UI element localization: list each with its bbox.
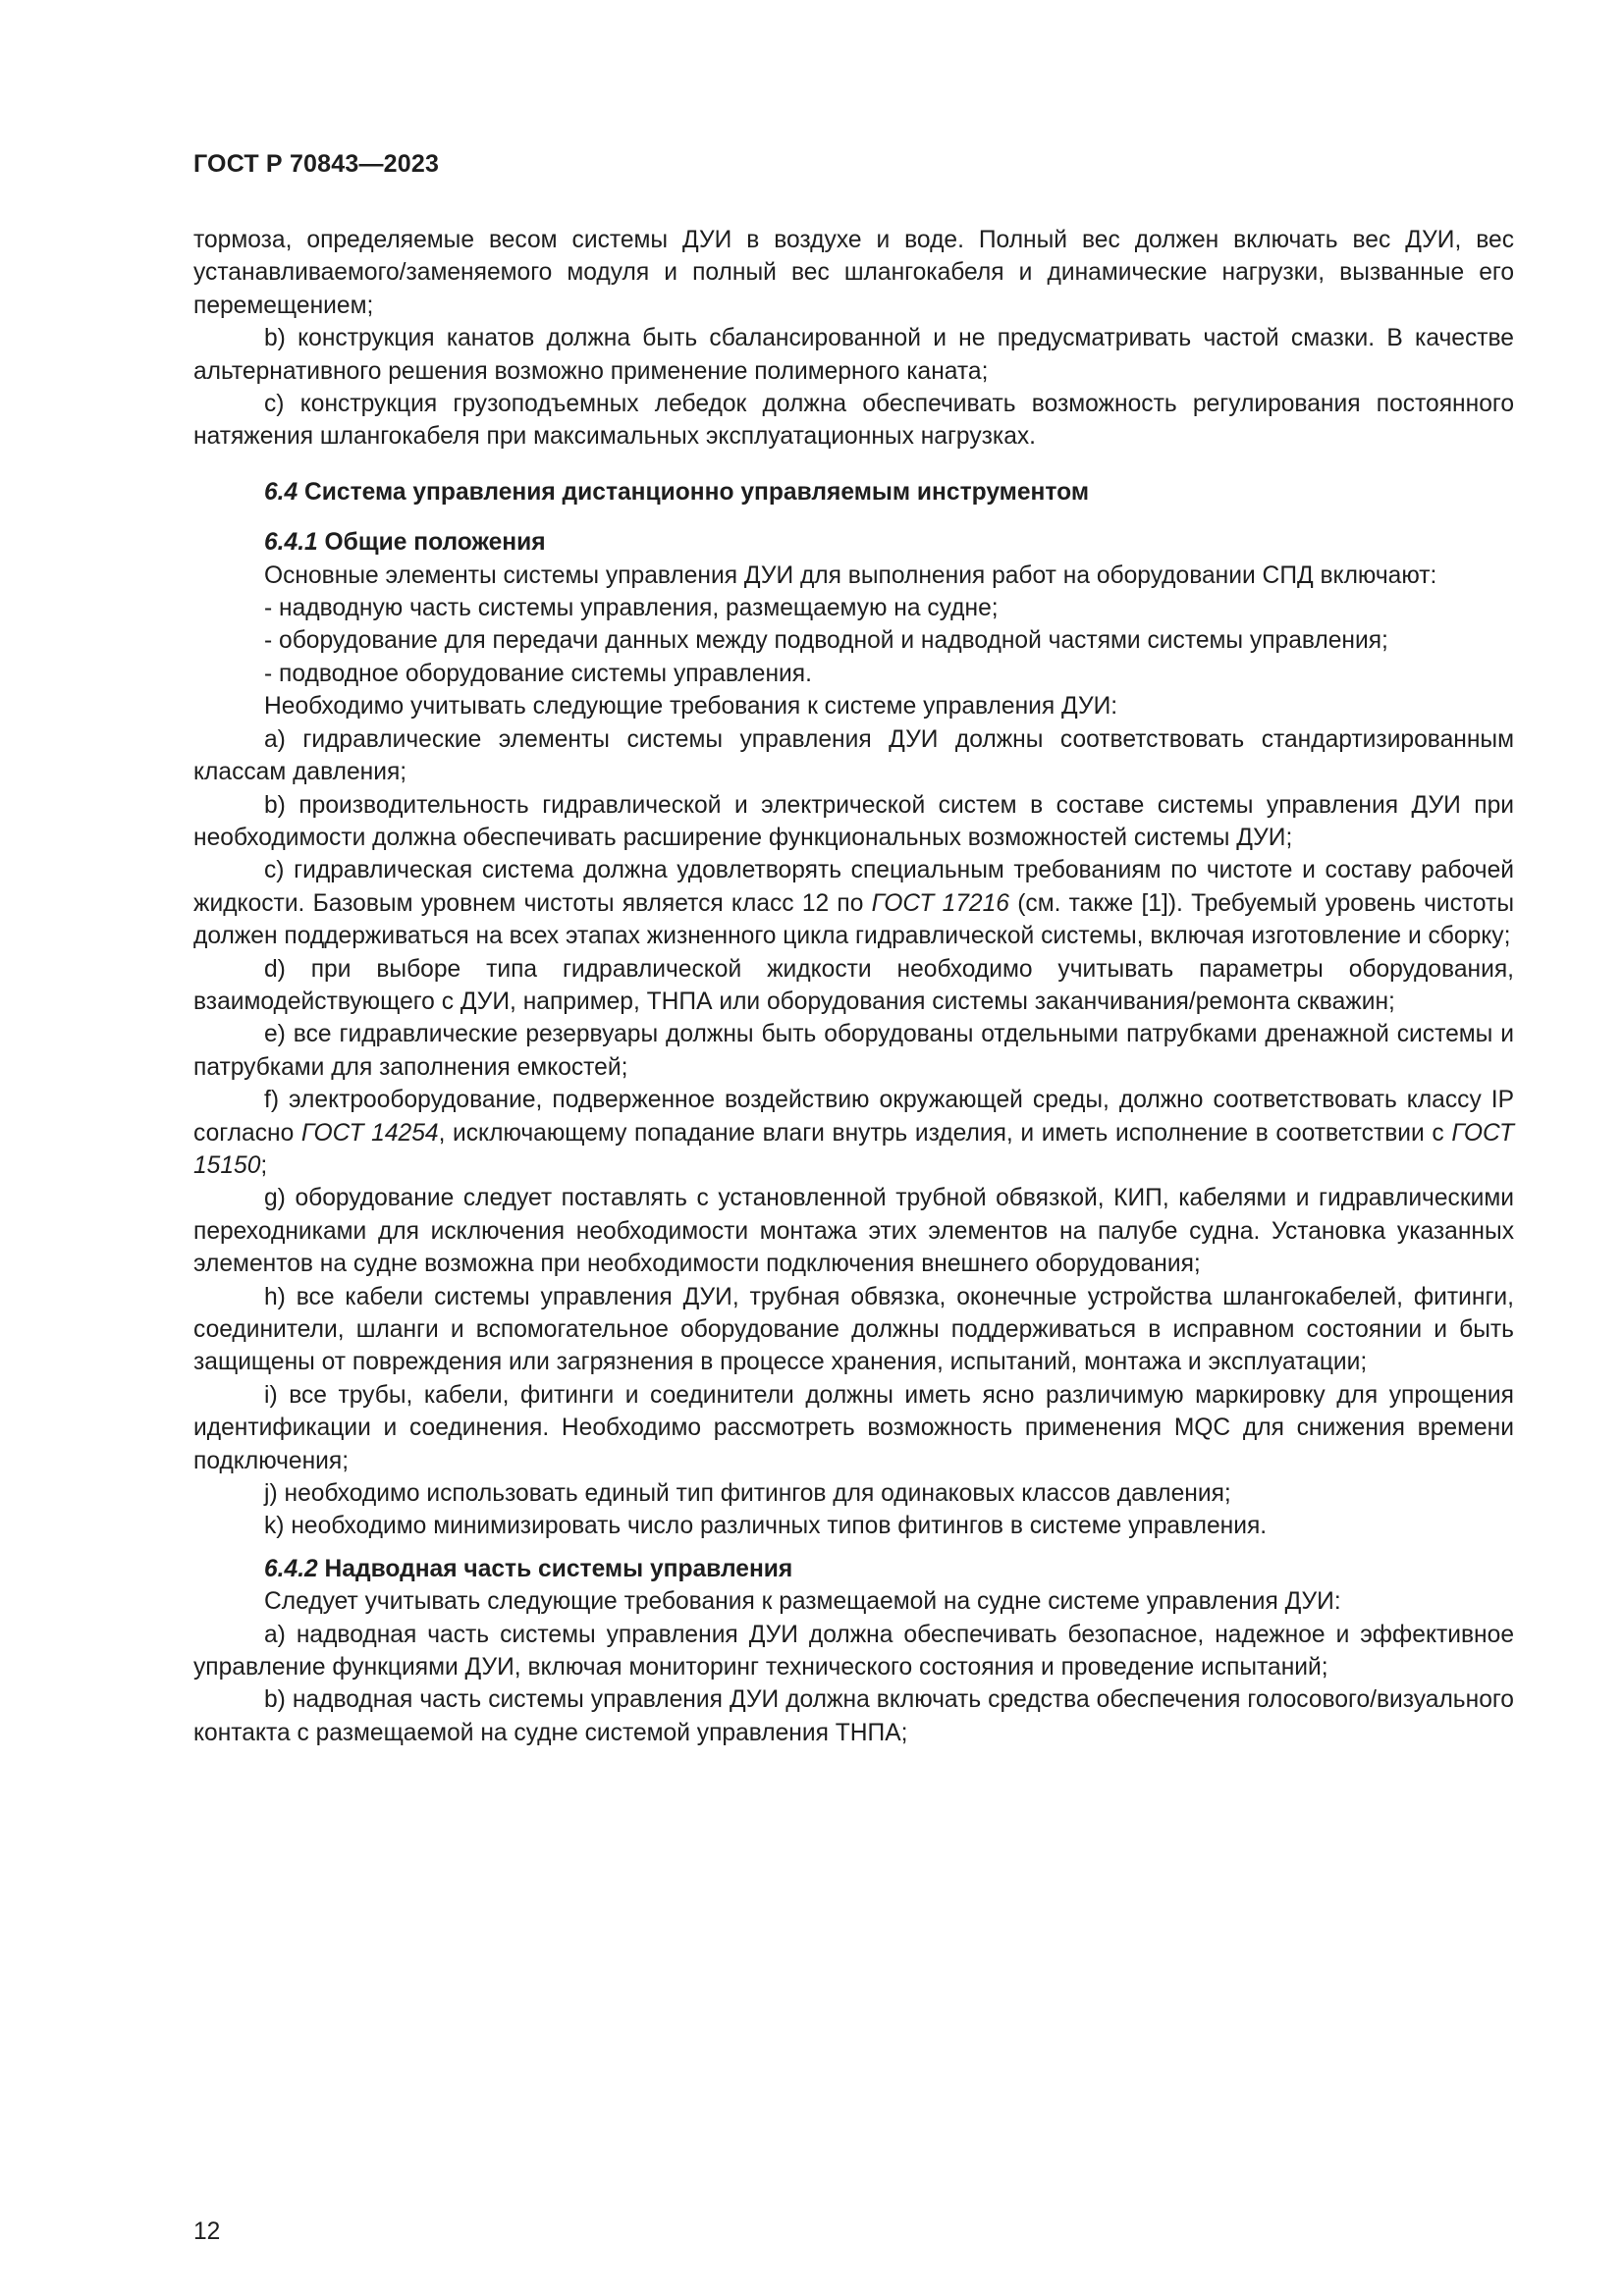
list-item-f bbox=[193, 1084, 1514, 1182]
section-title: Общие положения bbox=[324, 529, 546, 557]
list-item-b: b) конструкция канатов должна быть сбалансированной и не предусматривать частой смазки. В качестве альтернативного решения возможно применение полимерного каната; bbox=[193, 325, 1514, 385]
text-run: f) электрооборудование, подверженное воздействию окружающей среды, должно соответствовать классу IP согласно bbox=[193, 1087, 1514, 1147]
paragraph: Основные элементы системы управления ДУИ для выполнения работ на оборудовании СПД включают: bbox=[264, 561, 1437, 589]
list-item-b: b) производительность гидравлической и электрической систем в составе системы управления ДУИ при необходимости должна обеспечивать расширение функциональных возможностей системы ДУИ; bbox=[193, 791, 1514, 851]
section-number: 6.4.2 bbox=[264, 1555, 318, 1582]
dash-item: - надводную часть системы управления, размещаемую на судне; bbox=[264, 595, 999, 622]
section-number: 6.4 bbox=[264, 478, 298, 506]
list-item-k: k) необходимо минимизировать число различных типов фитингов в системе управления. bbox=[264, 1513, 1268, 1540]
page-number: 12 bbox=[193, 2218, 221, 2245]
list-item-c: c) конструкция грузоподъемных лебедок должна обеспечивать возможность регулирования постоянного натяжения шлангокабеля при максимальных эксплуатационных нагрузках. bbox=[193, 391, 1514, 451]
list-item-a: a) надводная часть системы управления ДУИ должна обеспечивать безопасное, надежное и эффективное управление функциями ДУИ, включая мониторинг технического состояния и проведение испытаний; bbox=[193, 1621, 1514, 1682]
text-run: (см. также [1]). Требуемый уровень чистоты должен поддерживаться на всех этапах жизненного цикла гидравлической системы, включая изготовление и сборку; bbox=[193, 889, 1515, 950]
standard-reference: ГОСТ 15150 bbox=[193, 1119, 1514, 1179]
section-number: 6.4.1 bbox=[264, 529, 318, 557]
list-item-g: g) оборудование следует поставлять с установленной трубной обвязкой, КИП, кабелями и гидравлическими переходниками для исключения необходимости монтажа этих элементов на палубе судна. Установка указанных элементов на судне возможна при необходимости подключения внешнего оборудования; bbox=[193, 1185, 1514, 1278]
list-item-i: i) все трубы, кабели, фитинги и соединители должны иметь ясно различимую маркировку для упрощения идентификации и соединения. Необходимо рассмотреть возможность применения MQC для снижения времени подключения; bbox=[193, 1381, 1514, 1474]
paragraph: Следует учитывать следующие требования к размещаемой на судне системе управления ДУИ: bbox=[264, 1588, 1341, 1616]
dash-item: - оборудование для передачи данных между подводной и надводной частями системы управления; bbox=[264, 627, 1388, 655]
section-title: Система управления дистанционно управляемым инструментом bbox=[304, 478, 1090, 506]
list-item-h: h) все кабели системы управления ДУИ, трубная обвязка, оконечные устройства шлангокабелей, фитинги, соединители, шланги и вспомогательное оборудование должны поддерживаться в исправном состоянии и быть защищены от повреждения или загрязнения в процессе хранения, испытаний, монтажа и эксплуатации; bbox=[193, 1283, 1514, 1376]
dash-item: - подводное оборудование системы управления. bbox=[264, 660, 812, 687]
list-item-b: b) надводная часть системы управления ДУИ должна включать средства обеспечения голосового/визуального контакта с размещаемой на судне системой управления ТНПА; bbox=[193, 1686, 1514, 1746]
list-item-a: a) гидравлические элементы системы управления ДУИ должны соответствовать стандартизированным классам давления; bbox=[193, 725, 1514, 786]
text-run: ; bbox=[260, 1151, 268, 1179]
list-item-e: e) все гидравлические резервуары должны быть оборудованы отдельными патрубками дренажной системы и патрубками для заполнения емкостей; bbox=[193, 1021, 1514, 1081]
section-title: Надводная часть системы управления bbox=[324, 1555, 793, 1582]
document-body bbox=[193, 224, 1514, 1749]
list-item-d: d) при выборе типа гидравлической жидкости необходимо учитывать параметры оборудования, взаимодействующего с ДУИ, например, ТНПА или оборудования системы заканчивания/ремонта скважин; bbox=[193, 955, 1514, 1015]
list-item-j: j) необходимо использовать единый тип фитингов для одинаковых классов давления; bbox=[264, 1480, 1231, 1508]
standard-reference: ГОСТ 14254 bbox=[300, 1119, 439, 1147]
paragraph: Необходимо учитывать следующие требования к системе управления ДУИ: bbox=[264, 693, 1118, 721]
paragraph: тормоза, определяемые весом системы ДУИ в воздухе и воде. Полный вес должен включать вес ДУИ, вес устанавливаемого/заменяемого модуля и полный вес шлангокабеля и динамические нагрузки, вызванные его перемещением; bbox=[193, 227, 1514, 319]
section-heading-6-4 bbox=[193, 476, 1514, 508]
section-heading-6-4-2 bbox=[193, 1553, 1514, 1585]
text-run: c) гидравлическая система должна удовлетворять специальным требованиям по чистоте и составу рабочей жидкости. Базовым уровнем чистоты является класс 12 по bbox=[193, 857, 1514, 917]
text-run: , исключающему попадание влаги внутрь изделия, и иметь исполнение в соответствии с bbox=[438, 1119, 1452, 1147]
document-header: ГОСТ Р 70843—2023 bbox=[193, 150, 440, 178]
section-heading-6-4-1 bbox=[193, 526, 1514, 559]
standard-reference: ГОСТ 17216 bbox=[871, 889, 1009, 917]
list-item-c bbox=[193, 854, 1514, 952]
